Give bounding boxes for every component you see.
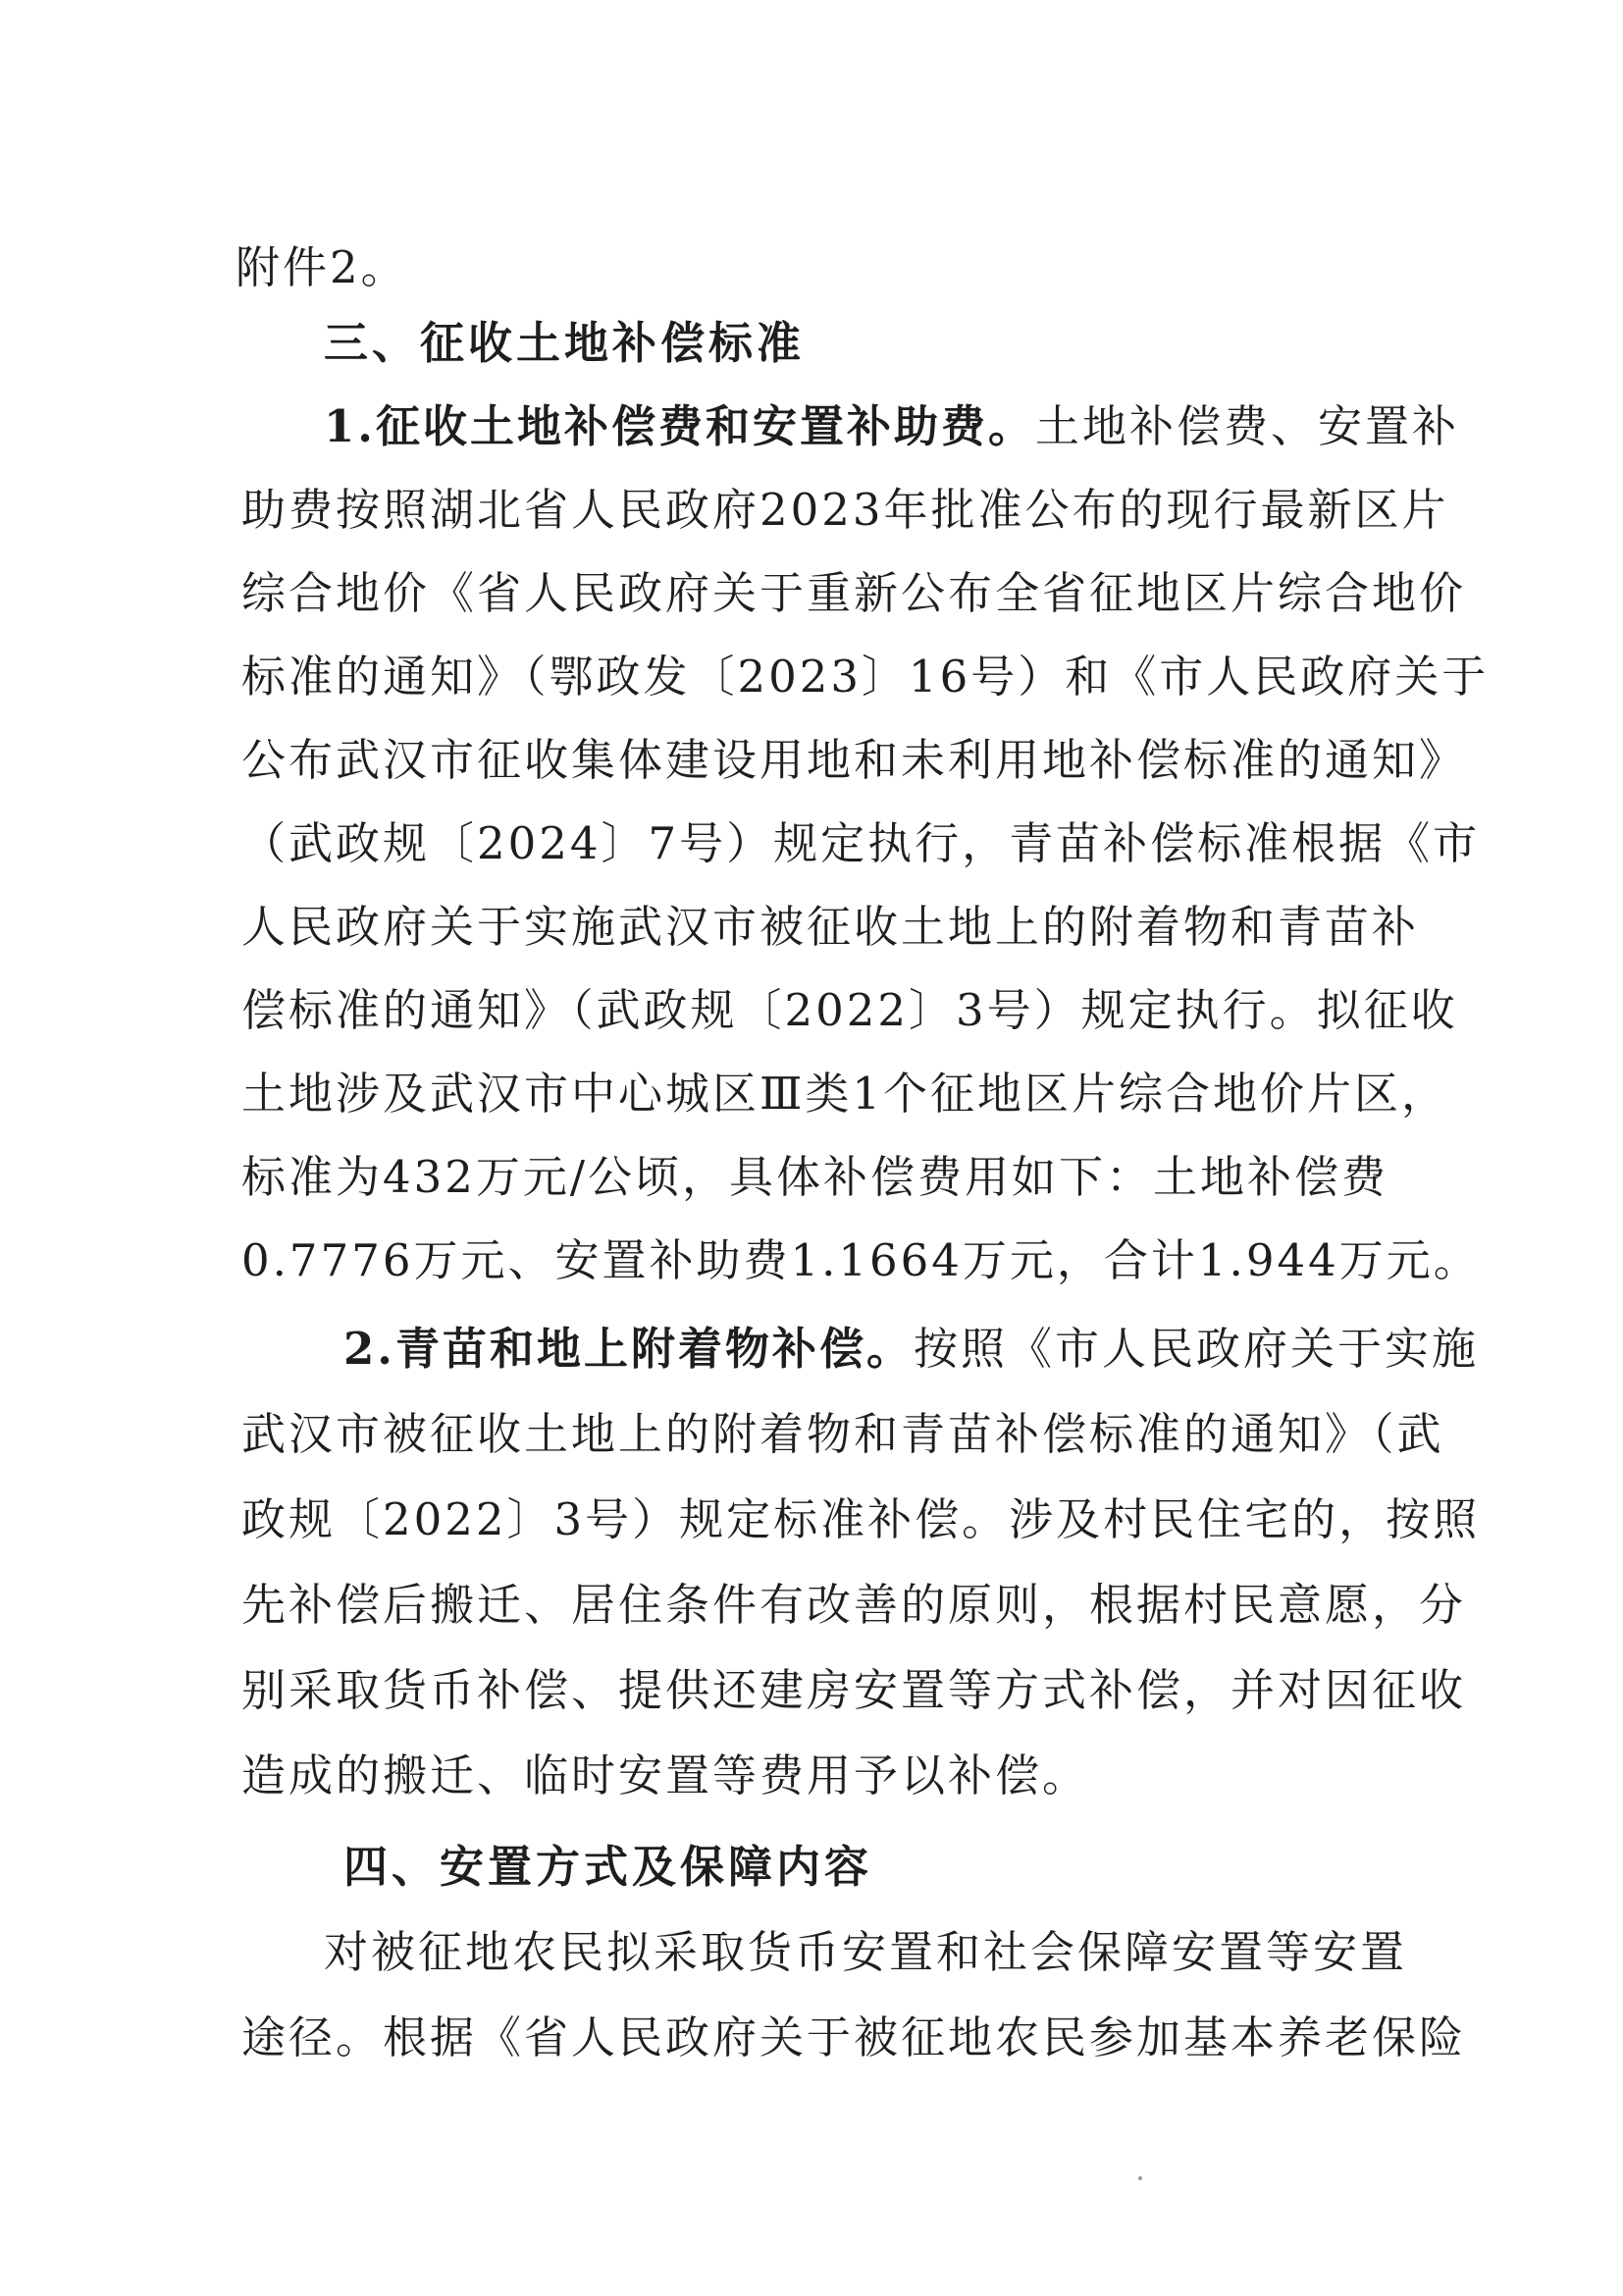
section-heading-3: 三、征收土地补偿标准 [324,317,806,369]
paragraph-1-line: 公布武汉市征收集体建设用地和未利用地补偿标准的通知》 [241,734,1467,786]
paragraph-lead-in: 1.征收土地补偿费和安置补助费。 [324,400,1035,452]
paragraph-1-line: （武政规〔2024〕7号）规定执行，青苗补偿标准根据《市 [241,817,1481,869]
paragraph-2-line [343,1320,1479,1379]
paragraph-2-line: 政规〔2022〕3号）规定标准补偿。涉及村民住宅的，按照 [241,1493,1481,1545]
paragraph-1-line: 0.7776万元、安置补助费1.1664万元，合计1.944万元。 [241,1234,1481,1286]
paragraph-1-line [324,397,1459,456]
paragraph-1-line: 标准的通知》（鄂政发〔2023〕16号）和《市人民政府关于 [241,651,1490,703]
paragraph-1-line: 标准为432万元/公顷，具体补偿费用如下：土地补偿费 [241,1151,1389,1203]
paragraph-1-line: 偿标准的通知》（武政规〔2022〕3号）规定执行。拟征收 [241,984,1458,1036]
paragraph-1-line: 土地涉及武汉市中心城区Ⅲ类1个征地区片综合地价片区， [241,1068,1449,1120]
paragraph-3-line: 对被征地农民拟采取货币安置和社会保障安置等安置 [324,1926,1408,1978]
paragraph-body-text: 按照《市人民政府关于实施 [913,1323,1479,1375]
paragraph-1-line: 综合地价《省人民政府关于重新公布全省征地区片综合地价 [241,567,1467,619]
scan-speck [1138,2176,1142,2180]
paragraph-1-line: 人民政府关于实施武汉市被征收土地上的附着物和青苗补 [241,901,1420,953]
section-heading-4: 四、安置方式及保障内容 [343,1841,873,1893]
text-line-attachment-ref: 附件2。 [236,241,408,293]
paragraph-2-line: 先补偿后搬迁、居住条件有改善的原则，根据村民意愿，分 [241,1579,1467,1631]
paragraph-2-line: 造成的搬迁、临时安置等费用予以补偿。 [241,1749,1090,1801]
paragraph-2-line: 武汉市被征收土地上的附着物和青苗补偿标准的通知》（武 [241,1408,1444,1460]
paragraph-3-line: 途径。根据《省人民政府关于被征地农民参加基本养老保险 [241,2011,1467,2063]
paragraph-1-line: 助费按照湖北省人民政府2023年批准公布的现行最新区片 [241,484,1449,536]
paragraph-2-line: 别采取货币补偿、提供还建房安置等方式补偿，并对因征收 [241,1664,1467,1716]
paragraph-lead-in: 2.青苗和地上附着物补偿。 [343,1323,914,1375]
paragraph-body-text: 土地补偿费、安置补 [1034,400,1459,452]
